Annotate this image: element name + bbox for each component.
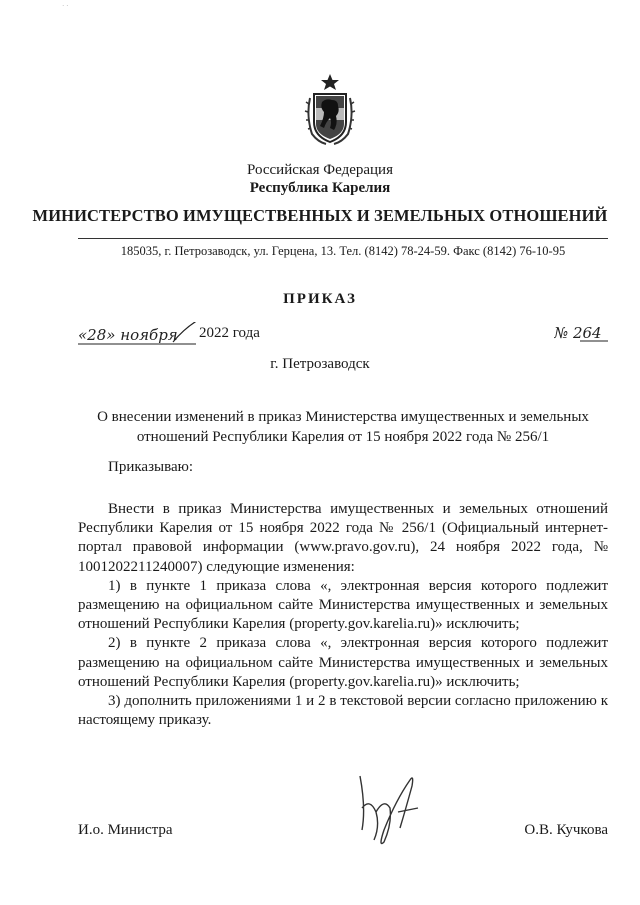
signer-name: О.В. Кучкова bbox=[524, 822, 608, 838]
country-name: Российская Федерация bbox=[247, 162, 393, 178]
order-city: г. Петрозаводск bbox=[270, 356, 370, 372]
ministry-address: 185035, г. Петрозаводск, ул. Герцена, 13. Тел. (8142) 78-24-59. Факс (8142) 76-10-95 bbox=[120, 244, 566, 258]
body-item-2: 2) в пункте 2 приказа слова «, электронная версия которого подлежит размещению на официальном сайте Министерства имущественных и земельных отношений Республики Карелия (property.gov.karelia.ru)» исключить; bbox=[78, 635, 608, 690]
order-subject: О внесении изменений в приказ Министерства имущественных и земельных отношений Республики Карелия от 15 ноября 2022 года № 256/1 bbox=[97, 409, 589, 445]
header-divider bbox=[78, 238, 608, 239]
order-body bbox=[78, 500, 608, 730]
order-date-row bbox=[78, 322, 608, 352]
scan-mark: · · bbox=[62, 2, 69, 10]
signer-position: И.о. Министра bbox=[78, 822, 173, 838]
body-item-3: 3) дополнить приложениями 1 и 2 в текстовой версии согласно приложению к настоящему приказу. bbox=[78, 693, 608, 729]
ministry-name: МИНИСТЕРСТВО ИМУЩЕСТВЕННЫХ И ЗЕМЕЛЬНЫХ ОТНОШЕНИЙ bbox=[32, 206, 608, 225]
order-year: 2022 года bbox=[199, 325, 260, 341]
directive-heading: Приказываю: bbox=[108, 459, 193, 475]
order-title: ПРИКАЗ bbox=[283, 291, 357, 307]
handwritten-signature bbox=[340, 768, 450, 848]
order-number bbox=[554, 318, 608, 346]
handwritten-date-text: «28» ноября bbox=[78, 326, 178, 344]
karelia-coat-of-arms-icon bbox=[300, 72, 360, 148]
republic-name: Республика Карелия bbox=[249, 180, 391, 196]
body-intro: Внести в приказ Министерства имущественных и земельных отношений Республики Карелия от 15 ноября 2022 года № 256/1 (Официальный интернет-портал правовой информации (www.pravo.gov.ru), 24 ноября 2022 года, № 1001202211240007) следующие изменения: bbox=[78, 501, 608, 575]
order-number-text: № 264 bbox=[554, 324, 602, 342]
body-item-1: 1) в пункте 1 приказа слова «, электронная версия которого подлежит размещению на официальном сайте Министерства имущественных и земельных отношений Республики Карелия (property.gov.karelia.ru)» исключить; bbox=[78, 577, 608, 633]
